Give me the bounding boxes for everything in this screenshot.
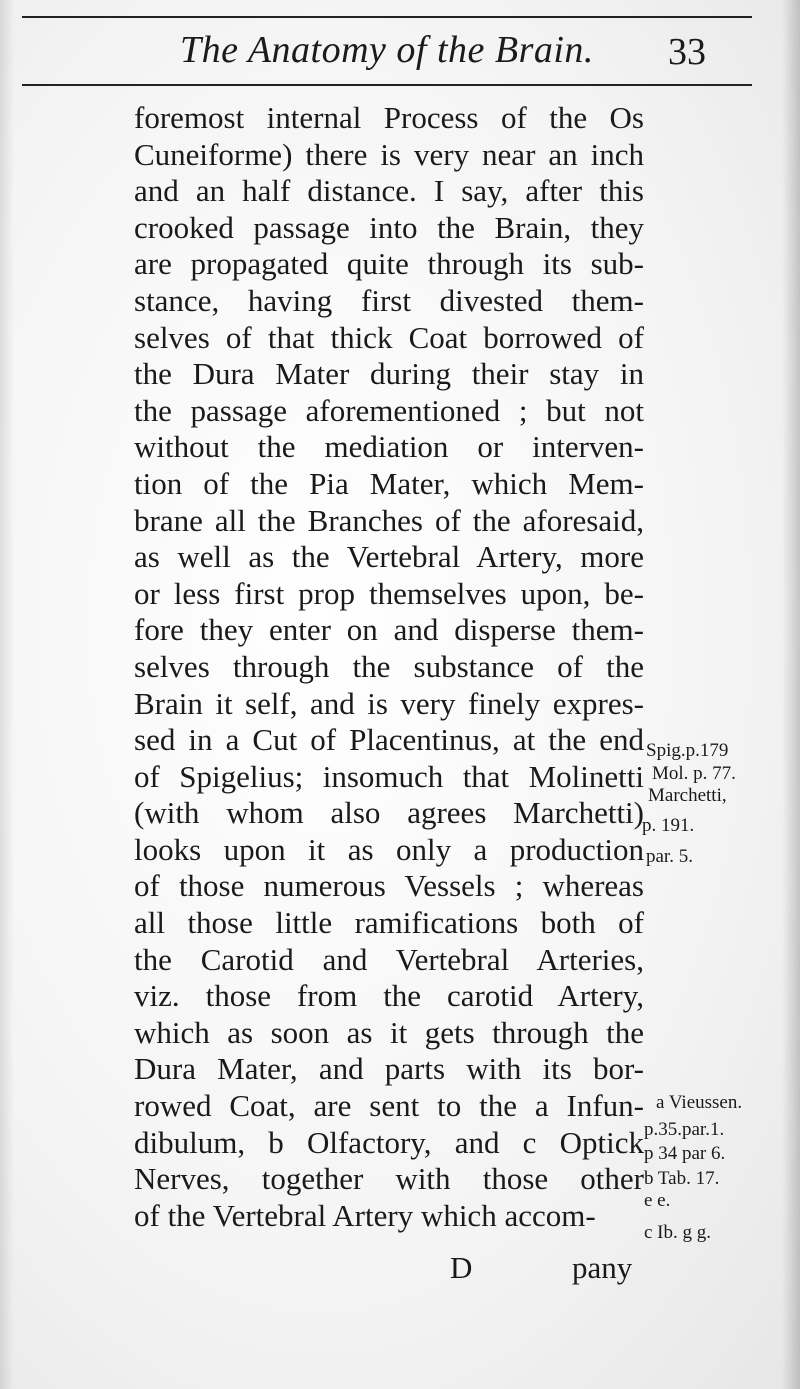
margin-note: Marchetti, bbox=[648, 785, 727, 806]
text-line: the Dura Mater during their stay in bbox=[134, 356, 644, 392]
text-line: Dura Mater, and parts with its bor- bbox=[134, 1051, 644, 1087]
text-line: which as soon as it gets through the bbox=[134, 1014, 644, 1050]
margin-note: p.35.par.1. bbox=[644, 1119, 725, 1140]
page-edge-shadow bbox=[782, 0, 800, 1389]
text-line: rowed Coat, are sent to the a Infun- bbox=[134, 1088, 644, 1124]
text-line: selves through the substance of the bbox=[134, 648, 644, 684]
margin-note: a Vieussen. bbox=[656, 1092, 743, 1113]
text-line: dibulum, b Olfactory, and c Optick bbox=[134, 1124, 644, 1160]
top-rule bbox=[22, 16, 752, 18]
text-line: of the Vertebral Artery which accom- bbox=[134, 1197, 596, 1233]
text-line: Cuneiforme) there is very near an inch bbox=[134, 136, 644, 172]
running-head: The Anatomy of the Brain. bbox=[180, 29, 594, 71]
margin-note: Mol. p. 77. bbox=[652, 763, 736, 784]
text-line: or less first prop themselves upon, be- bbox=[134, 575, 644, 611]
text-line: viz. those from the carotid Artery, bbox=[134, 978, 644, 1014]
margin-note: p. 191. bbox=[642, 815, 695, 836]
text-line: fore they enter on and disperse them- bbox=[134, 612, 644, 648]
text-line: selves of that thick Coat borrowed of bbox=[134, 319, 644, 355]
text-line: of those numerous Vessels ; whereas bbox=[134, 868, 644, 904]
margin-note: p 34 par 6. bbox=[644, 1143, 726, 1164]
text-line: brane all the Branches of the aforesaid, bbox=[134, 502, 644, 538]
text-line: are propagated quite through its sub- bbox=[134, 246, 644, 282]
margin-note: par. 5. bbox=[646, 846, 693, 867]
text-line: the passage aforementioned ; but not bbox=[134, 392, 644, 428]
margin-note: Spig.p.179 bbox=[646, 740, 729, 761]
text-line: without the mediation or interven- bbox=[134, 429, 644, 465]
text-line: Nerves, together with those other bbox=[134, 1161, 644, 1197]
text-line: crooked passage into the Brain, they bbox=[134, 209, 644, 245]
page-number: 33 bbox=[668, 31, 706, 73]
margin-note: e e. bbox=[644, 1190, 671, 1211]
text-line: and an half distance. I say, after this bbox=[134, 173, 644, 209]
text-line: all those little ramifications both of bbox=[134, 905, 644, 941]
gutter-shadow bbox=[0, 0, 14, 1389]
text-line: the Carotid and Vertebral Arteries, bbox=[134, 941, 644, 977]
text-line: foremost internal Process of the Os bbox=[134, 100, 644, 135]
body-text bbox=[134, 100, 644, 1234]
catchword: pany bbox=[572, 1250, 633, 1285]
page-footer bbox=[0, 1250, 800, 1290]
text-line: of Spigelius; insomuch that Molinetti bbox=[134, 758, 644, 794]
text-line: Brain it self, and is very finely expres- bbox=[134, 685, 644, 721]
text-line: stance, having first divested them- bbox=[134, 282, 644, 318]
text-line: looks upon it as only a production bbox=[134, 831, 644, 867]
signature-mark: D bbox=[450, 1250, 473, 1285]
text-line: sed in a Cut of Placentinus, at the end bbox=[134, 722, 644, 758]
margin-note: b Tab. 17. bbox=[644, 1168, 720, 1189]
text-line: (with whom also agrees Marchetti) bbox=[134, 795, 644, 831]
text-line: as well as the Vertebral Artery, more bbox=[134, 539, 644, 575]
text-line: tion of the Pia Mater, which Mem- bbox=[134, 465, 644, 501]
header-rule bbox=[22, 84, 752, 86]
margin-note: c Ib. g g. bbox=[644, 1222, 712, 1243]
